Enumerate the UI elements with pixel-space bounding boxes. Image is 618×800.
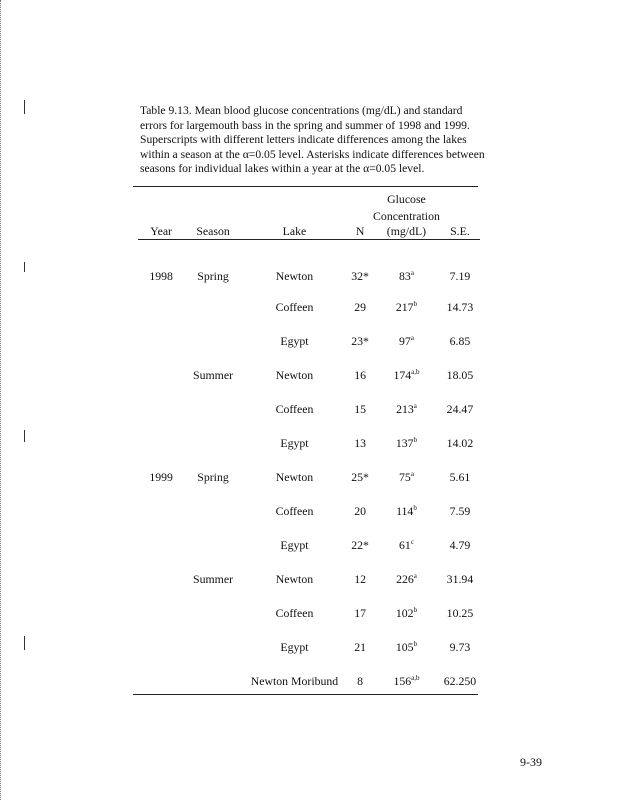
cell-year: [138, 630, 184, 664]
cell-season: Spring: [197, 269, 229, 283]
cell-se: 6.85: [449, 333, 471, 348]
cell-year: 1998: [149, 269, 173, 283]
header-n: N: [347, 224, 373, 240]
cell-se: 10.25: [446, 605, 474, 620]
cell-year: [138, 664, 184, 698]
cell-n: 20: [354, 503, 366, 518]
cell-season: [184, 426, 242, 460]
table-row: [138, 664, 480, 698]
cell-concentration: [373, 358, 440, 392]
caption-text: Table 9.13. Mean blood glucose concentrations (mg/dL) and standard errors for largemouth bass in the spring and summer of 1998 and 1999. Superscripts with different letters indicate differences among the lakes within a season at the α=0.05 level. Asterisks indicate differences between seasons for individual lakes within a year at the α=0.05 level.: [140, 104, 485, 176]
margin-mark: [24, 430, 25, 442]
cell-n: 21: [354, 639, 366, 654]
cell-lake: Egypt: [280, 435, 309, 450]
margin-mark: [24, 262, 25, 272]
cell-se: 14.02: [446, 435, 474, 450]
concentration-value: 156: [393, 673, 412, 688]
page-number: 9-39: [520, 755, 542, 769]
table-row: [138, 562, 480, 596]
concentration-value: 61: [399, 537, 411, 552]
concentration-value: 114: [396, 503, 414, 518]
cell-lake: Egypt: [280, 333, 309, 348]
table-row: [138, 494, 480, 528]
cell-concentration: [373, 562, 440, 596]
table-row: [138, 426, 480, 460]
concentration-value: 97: [399, 333, 411, 348]
glucose-table: [138, 190, 480, 698]
significance-superscript: b: [413, 605, 418, 614]
cell-lake: Newton: [275, 269, 314, 283]
concentration-value: 226: [396, 571, 414, 586]
header-season: Season: [184, 224, 242, 240]
cell-season: [184, 528, 242, 562]
cell-year: [138, 290, 184, 324]
cell-season: [184, 630, 242, 664]
cell-concentration: [373, 528, 440, 562]
cell-n: 17: [354, 605, 366, 620]
significance-superscript: b: [413, 503, 417, 512]
cell-se: 4.79: [449, 537, 471, 552]
concentration-value: 75: [399, 469, 411, 484]
table-header: [138, 190, 480, 240]
significance-superscript: a: [410, 469, 414, 478]
table-row: [138, 460, 480, 494]
header-glucose-line1: Glucose: [387, 192, 426, 206]
cell-year: [138, 494, 184, 528]
table-row: [138, 596, 480, 630]
concentration-value: 213: [396, 401, 414, 416]
cell-season: Spring: [197, 469, 229, 484]
cell-concentration: [373, 494, 440, 528]
concentration-value: 137: [395, 435, 414, 450]
significance-superscript: a: [413, 401, 417, 410]
cell-season: Summer: [193, 571, 234, 586]
cell-se: 9.73: [449, 639, 471, 654]
cell-n: 15: [354, 401, 366, 416]
header-glucose-line2: Concentration: [373, 209, 440, 223]
significance-superscript: c: [410, 537, 414, 546]
cell-se: 7.19: [449, 269, 471, 283]
cell-lake: Coffeen: [275, 503, 314, 518]
cell-n: 13: [354, 435, 366, 450]
significance-superscript: a: [410, 269, 414, 277]
table-row: [138, 528, 480, 562]
significance-superscript: a,b: [411, 367, 420, 376]
cell-year: [138, 358, 184, 392]
table-row: [138, 392, 480, 426]
cell-concentration: [373, 324, 440, 358]
cell-n: 29: [354, 299, 366, 314]
table-row: [138, 630, 480, 664]
cell-concentration: [373, 392, 440, 426]
table-row: [138, 358, 480, 392]
cell-se: 5.61: [449, 469, 471, 484]
cell-season: [184, 324, 242, 358]
cell-season: [184, 664, 242, 698]
cell-se: 7.59: [449, 503, 471, 518]
cell-n: 16: [354, 367, 366, 382]
margin-mark: [24, 100, 25, 114]
header-lake: Lake: [242, 224, 347, 240]
cell-season: Summer: [193, 367, 234, 382]
cell-n: 12: [354, 571, 366, 586]
cell-n: 25*: [351, 469, 369, 484]
margin-mark: [24, 636, 25, 650]
cell-year: [138, 426, 184, 460]
header-se: S.E.: [440, 224, 480, 240]
concentration-value: 102: [395, 605, 414, 620]
significance-superscript: b: [413, 639, 418, 648]
cell-concentration: [373, 240, 440, 291]
concentration-value: 83: [399, 269, 411, 283]
cell-season: [184, 596, 242, 630]
cell-n: 23*: [351, 333, 369, 348]
significance-superscript: b: [413, 435, 418, 444]
table-row: [138, 324, 480, 358]
cell-concentration: [373, 664, 440, 698]
cell-lake: Coffeen: [275, 605, 314, 620]
concentration-value: 174: [393, 367, 412, 382]
cell-year: [138, 528, 184, 562]
cell-lake: Coffeen: [275, 401, 314, 416]
cell-concentration: [373, 460, 440, 494]
cell-lake: Newton: [275, 571, 314, 586]
cell-lake: Egypt: [280, 537, 309, 552]
cell-n: 22*: [351, 537, 369, 552]
cell-year: 1999: [149, 469, 173, 484]
concentration-value: 105: [395, 639, 414, 654]
table-bottom-rule: [133, 694, 478, 695]
cell-lake: Newton: [275, 469, 314, 484]
table-body: [138, 240, 480, 699]
concentration-value: 217: [395, 299, 414, 314]
cell-concentration: [373, 596, 440, 630]
cell-se: 18.05: [446, 367, 474, 382]
header-year: Year: [138, 224, 184, 240]
scan-edge-margin: [0, 0, 5, 800]
cell-season: [184, 494, 242, 528]
table-row: [138, 240, 480, 291]
table-row: [138, 290, 480, 324]
cell-lake: Newton: [275, 367, 314, 382]
cell-lake: Coffeen: [275, 299, 314, 314]
cell-year: [138, 596, 184, 630]
cell-se: 62.250: [443, 673, 477, 688]
cell-season: [184, 290, 242, 324]
cell-season: [184, 392, 242, 426]
cell-n: 32*: [351, 269, 369, 283]
significance-superscript: b: [413, 299, 418, 308]
cell-lake: Newton Moribund: [250, 673, 339, 688]
cell-year: [138, 562, 184, 596]
cell-n: 8: [357, 673, 364, 688]
significance-superscript: a: [410, 333, 414, 342]
table-top-rule: [133, 186, 478, 187]
cell-concentration: [373, 426, 440, 460]
significance-superscript: a,b: [411, 673, 420, 682]
significance-superscript: a: [413, 571, 417, 580]
cell-se: 31.94: [446, 571, 474, 586]
cell-concentration: [373, 290, 440, 324]
cell-year: [138, 392, 184, 426]
cell-se: 14.73: [446, 299, 474, 314]
cell-lake: Egypt: [280, 639, 309, 654]
header-glucose-line3: (mg/dL): [373, 224, 440, 240]
cell-se: 24.47: [446, 401, 474, 416]
table-caption: [140, 104, 485, 177]
cell-concentration: [373, 630, 440, 664]
cell-year: [138, 324, 184, 358]
